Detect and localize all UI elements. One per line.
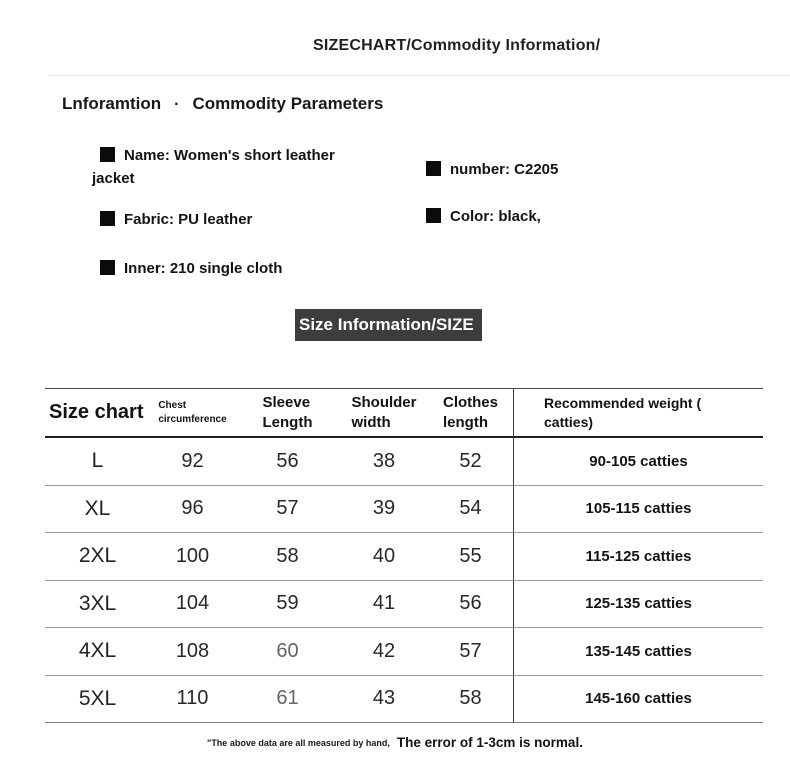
cell-clothes: 55 [428,533,513,581]
measurement-disclaimer [0,734,790,752]
cell-shoulder: 40 [340,533,428,581]
cell-chest: 104 [150,581,235,629]
column-header-weight-line2: catties) [544,413,594,430]
cell-chest: 100 [150,533,235,581]
cell-chest: 110 [150,676,235,724]
page-title: SIZECHART/Commodity Information/ [313,37,601,54]
param-inner [92,257,282,280]
param-fabric-label: Fabric: PU leather [124,211,253,228]
square-bullet-icon [100,211,115,226]
cell-weight: 135-145 catties [513,628,763,676]
column-header-sleeve-line2: Length [262,413,313,431]
cell-weight: 115-125 catties [513,533,763,581]
cell-sleeve: 59 [235,581,340,629]
square-bullet-icon [426,208,441,223]
cell-clothes: 52 [428,438,513,486]
info-heading-left: Lnforamtion [62,94,162,113]
column-header-weight-line1: Recommended weight ( [544,395,702,412]
cell-shoulder: 38 [340,438,428,486]
column-header-size-label: Size chart [49,401,144,424]
column-header-chest [150,389,235,438]
column-header-chest-line2: circumference [158,413,227,425]
param-item-number-label: number: C2205 [450,161,559,178]
square-bullet-icon [426,161,441,176]
param-inner-label: Inner: 210 single cloth [124,260,283,277]
column-header-clothes [428,389,513,438]
cell-chest: 96 [150,486,235,534]
column-header-shoulder [340,389,428,438]
param-product-name-label: Name: Women's short leather jacket [92,147,335,187]
square-bullet-icon [100,260,115,275]
size-chart-table [45,388,763,723]
cell-clothes: 58 [428,676,513,724]
cell-clothes: 56 [428,581,513,629]
cell-shoulder: 39 [340,486,428,534]
param-item-number [418,158,558,181]
cell-size: L [45,438,150,486]
column-header-sleeve-line1: Sleeve [262,393,311,411]
disclaimer-large-text: The error of 1-3cm is normal. [396,735,583,750]
cell-weight: 105-115 catties [513,486,763,534]
cell-weight: 90-105 catties [513,438,763,486]
cell-size: 4XL [45,628,150,676]
cell-size: XL [45,486,150,534]
column-header-sleeve [235,389,340,438]
cell-weight: 125-135 catties [513,581,763,629]
cell-chest: 92 [150,438,235,486]
disclaimer-small-text: "The above data are all measured by hand, [207,738,390,748]
column-header-chest-line1: Chest [158,400,187,412]
cell-size: 3XL [45,581,150,629]
column-header-clothes-line2: length [442,413,488,431]
cell-clothes: 54 [428,486,513,534]
cell-sleeve: 57 [235,486,340,534]
param-color [418,205,541,228]
column-header-weight [513,389,763,438]
cell-weight: 145-160 catties [513,676,763,724]
cell-shoulder: 41 [340,581,428,629]
param-color-label: Color: black, [450,208,541,225]
param-product-name [92,144,364,190]
cell-sleeve: 60 [235,628,340,676]
top-divider [48,75,790,76]
column-header-clothes-line1: Clothes [442,393,498,411]
square-bullet-icon [100,147,115,162]
column-header-shoulder-line2: width [351,413,391,431]
cell-sleeve: 56 [235,438,340,486]
param-fabric [92,208,252,231]
column-header-shoulder-line1: Shoulder [351,393,417,411]
info-section-heading [62,94,383,114]
cell-size: 2XL [45,533,150,581]
cell-chest: 108 [150,628,235,676]
cell-shoulder: 42 [340,628,428,676]
size-section-banner: Size Information/SIZE [295,309,482,341]
cell-sleeve: 61 [235,676,340,724]
column-header-size [45,389,150,438]
cell-clothes: 57 [428,628,513,676]
cell-shoulder: 43 [340,676,428,724]
info-heading-separator: · [174,96,180,113]
cell-size: 5XL [45,676,150,724]
info-heading-right: Commodity Parameters [192,94,384,113]
cell-sleeve: 58 [235,533,340,581]
